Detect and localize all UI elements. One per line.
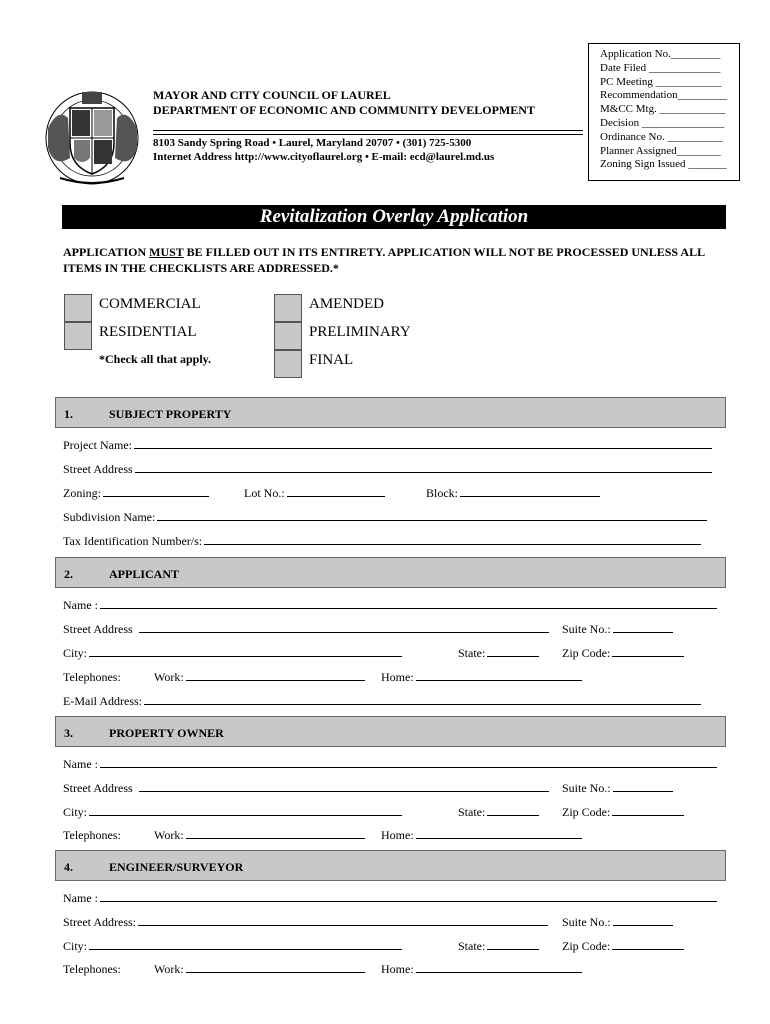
field-label: Home: [381, 828, 414, 842]
header-rule [153, 134, 583, 135]
field-label: Name : [63, 891, 98, 905]
check-all-note: *Check all that apply. [99, 352, 212, 366]
block-field[interactable] [426, 485, 600, 501]
field-label: Project Name: [63, 438, 132, 452]
field-label: Tax Identification Number/s: [63, 534, 203, 548]
section-subject-property [55, 397, 726, 428]
residential-checkbox[interactable] [64, 322, 92, 350]
field-label: Street Address [63, 781, 133, 795]
field-label: E-Mail Address: [63, 694, 142, 708]
preliminary-checkbox[interactable] [274, 322, 302, 350]
applicant-home-phone-field[interactable] [381, 669, 582, 685]
engineer-state-field[interactable] [458, 938, 539, 954]
applicant-suite-field[interactable] [562, 621, 673, 637]
field-label: Block: [426, 486, 458, 500]
residential-label: RESIDENTIAL [99, 324, 197, 340]
field-label: Suite No.: [562, 622, 611, 636]
applicant-street-field[interactable] [63, 621, 549, 637]
field-label: Zip Code: [562, 805, 611, 819]
owner-telephones-label: Telephones: [63, 828, 121, 842]
applicant-name-field[interactable] [63, 597, 717, 613]
applicant-telephones-label: Telephones: [63, 670, 121, 684]
commercial-label: COMMERCIAL [99, 296, 201, 312]
applicant-zip-field[interactable] [562, 645, 684, 661]
section-number: 2. [64, 567, 73, 581]
project-name-field[interactable] [63, 437, 712, 453]
office-use-application-no[interactable]: Application No._________ [600, 48, 721, 60]
field-label: Street Address [63, 622, 133, 636]
field-label: Work: [154, 828, 184, 842]
notice-part-1: APPLICATION [63, 245, 150, 259]
applicant-work-phone-field[interactable] [154, 669, 365, 685]
office-use-decision[interactable]: Decision _______________ [600, 116, 725, 129]
subdivision-name-field[interactable] [63, 509, 707, 525]
field-label: Subdivision Name: [63, 510, 156, 524]
section-property-owner [55, 716, 726, 747]
office-use-mcc-mtg[interactable]: M&CC Mtg. ____________ [600, 103, 726, 116]
field-label: State: [458, 939, 486, 953]
form-title: Revitalization Overlay Application [62, 205, 726, 229]
engineer-telephones-label: Telephones: [63, 962, 121, 976]
address-line: 8103 Sandy Spring Road • Laurel, Maryland 20707 • (301) 725-5300 [153, 137, 472, 149]
field-label: State: [458, 805, 486, 819]
owner-home-phone-field[interactable] [381, 827, 582, 843]
field-label: Zoning: [63, 486, 101, 500]
lot-no-field[interactable] [244, 485, 385, 501]
field-label: Lot No.: [244, 486, 285, 500]
amended-checkbox[interactable] [274, 294, 302, 322]
section-number: 4. [64, 860, 73, 874]
section-title: SUBJECT PROPERTY [109, 407, 232, 421]
office-use-pc-meeting[interactable]: PC Meeting ____________ [600, 75, 722, 88]
city-seal-icon [40, 88, 145, 188]
org-line-1: MAYOR AND CITY COUNCIL OF LAUREL [153, 88, 391, 102]
field-label: City: [63, 939, 88, 953]
field-label: Name : [63, 598, 98, 612]
owner-street-field[interactable] [63, 780, 549, 796]
section-title: APPLICANT [109, 567, 180, 581]
office-use-box [588, 43, 740, 181]
amended-label: AMENDED [309, 296, 384, 312]
tax-id-field[interactable] [63, 533, 701, 549]
commercial-checkbox[interactable] [64, 294, 92, 322]
org-line-2: DEPARTMENT OF ECONOMIC AND COMMUNITY DEVELOPMENT [153, 103, 535, 117]
section-engineer-surveyor [55, 850, 726, 881]
engineer-suite-field[interactable] [562, 914, 673, 930]
office-use-planner-assigned[interactable]: Planner Assigned________ [600, 144, 721, 157]
header-rule [153, 130, 583, 131]
applicant-city-field[interactable] [63, 645, 402, 661]
owner-name-field[interactable] [63, 756, 717, 772]
field-label: Zip Code: [562, 646, 611, 660]
section-number: 1. [64, 407, 73, 421]
owner-work-phone-field[interactable] [154, 827, 365, 843]
zoning-field[interactable] [63, 485, 209, 501]
engineer-home-phone-field[interactable] [381, 961, 582, 977]
section-applicant [55, 557, 726, 588]
organization-name [153, 88, 535, 118]
section-title: PROPERTY OWNER [109, 726, 224, 740]
field-label: Home: [381, 670, 414, 684]
notice-part-2: BE FILLED OUT IN ITS ENTIRETY. APPLICATION WILL NOT BE PROCESSED UNLESS ALL ITEMS IN THE CHECKLISTS ARE ADDRESSED.* [63, 245, 705, 275]
engineer-work-phone-field[interactable] [154, 961, 365, 977]
office-use-date-filed[interactable]: Date Filed _____________ [600, 61, 721, 74]
office-use-zoning-sign[interactable]: Zoning Sign Issued _______ [600, 158, 727, 171]
internet-line: Internet Address http://www.cityoflaurel.org • E-mail: ecd@laurel.md.us [153, 151, 495, 163]
field-label: Zip Code: [562, 939, 611, 953]
field-label: Suite No.: [562, 915, 611, 929]
office-use-recommendation[interactable]: Recommendation_________ [600, 89, 728, 102]
office-use-ordinance-no[interactable]: Ordinance No. __________ [600, 130, 723, 143]
owner-zip-field[interactable] [562, 804, 684, 820]
owner-city-field[interactable] [63, 804, 402, 820]
engineer-zip-field[interactable] [562, 938, 684, 954]
field-label: Home: [381, 962, 414, 976]
field-label: Work: [154, 962, 184, 976]
field-label: City: [63, 805, 88, 819]
applicant-state-field[interactable] [458, 645, 539, 661]
applicant-email-field[interactable] [63, 693, 701, 709]
final-checkbox[interactable] [274, 350, 302, 378]
owner-suite-field[interactable] [562, 780, 673, 796]
field-label: Suite No.: [562, 781, 611, 795]
field-label: Work: [154, 670, 184, 684]
owner-state-field[interactable] [458, 804, 539, 820]
street-address-field[interactable] [63, 461, 712, 477]
field-label: Name : [63, 757, 98, 771]
section-number: 3. [64, 726, 73, 740]
engineer-name-field[interactable] [63, 890, 717, 906]
preliminary-label: PRELIMINARY [309, 324, 411, 340]
section-title: ENGINEER/SURVEYOR [109, 860, 244, 874]
engineer-city-field[interactable] [63, 938, 402, 954]
field-label: City: [63, 646, 88, 660]
notice-must: MUST [149, 245, 184, 259]
engineer-street-field[interactable] [63, 914, 548, 930]
field-label: Street Address: [63, 915, 136, 929]
instructions-notice [63, 245, 733, 276]
final-label: FINAL [309, 352, 354, 368]
field-label: State: [458, 646, 486, 660]
contact-info [153, 136, 494, 164]
field-label: Street Address [63, 462, 133, 476]
